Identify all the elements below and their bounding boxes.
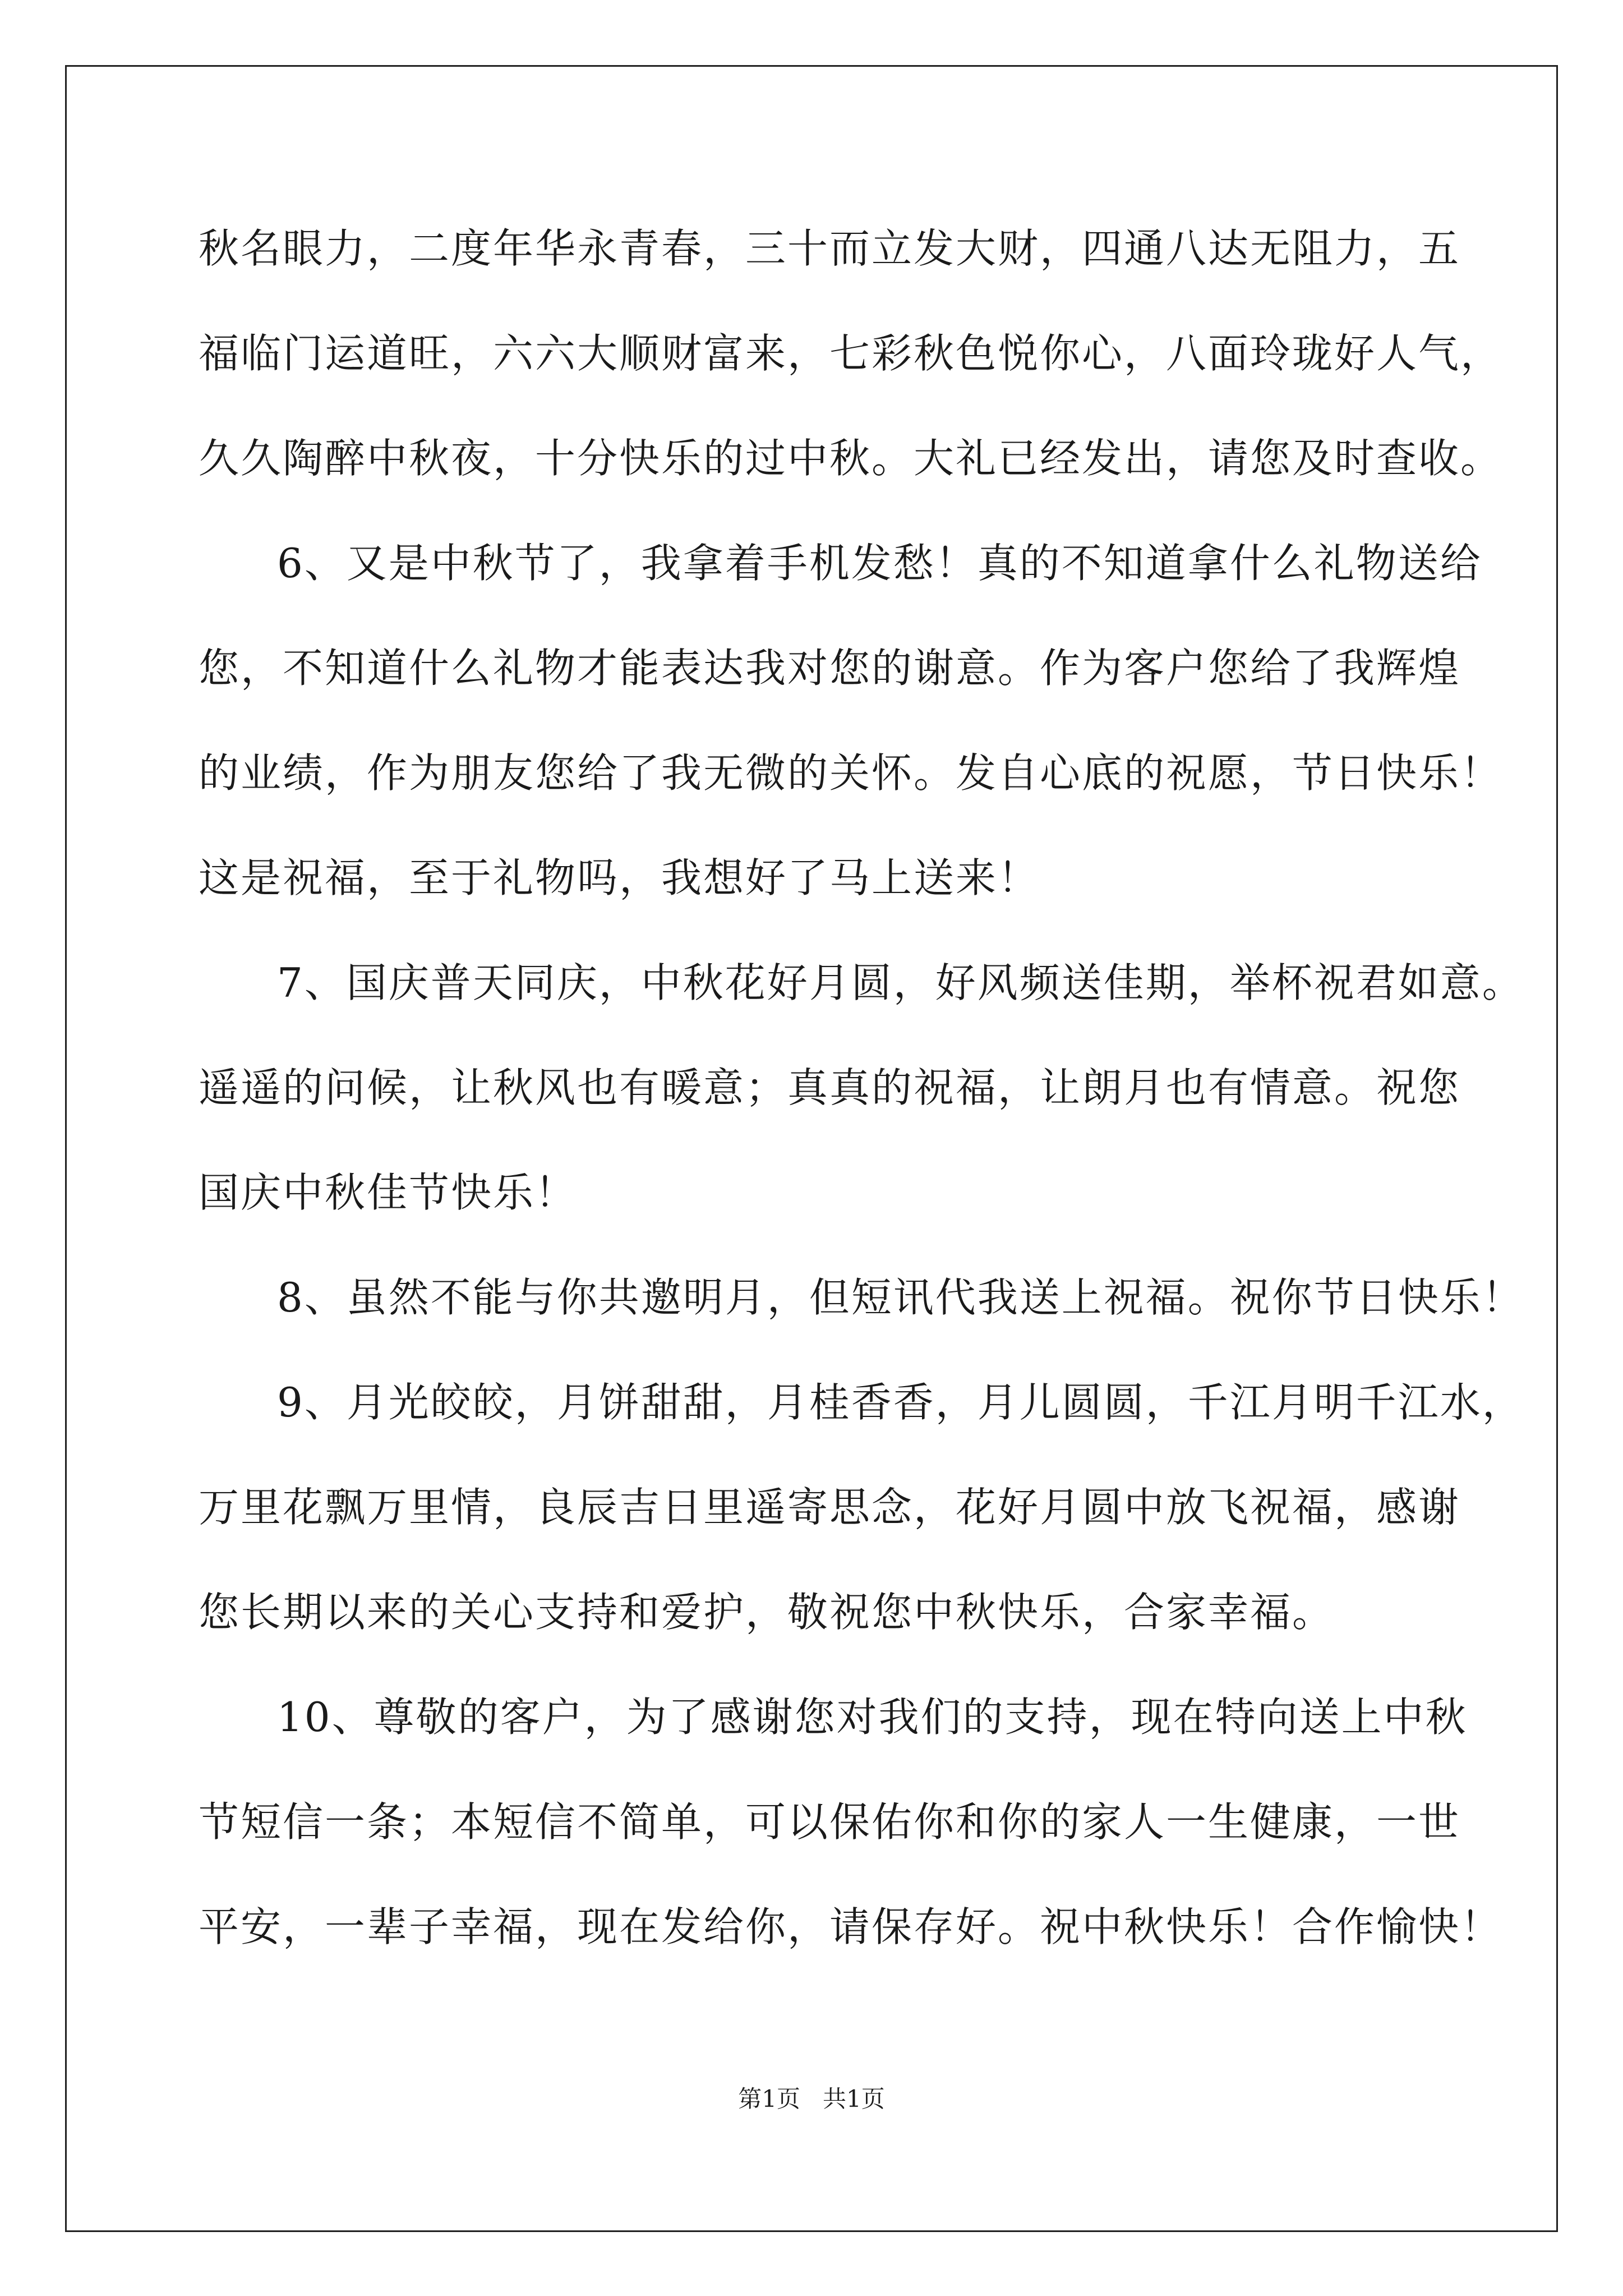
text-line: 秋名眼力，二度年华永青春，三十而立发大财，四通八达无阻力，五 — [199, 225, 1461, 272]
text-line: 遥遥的问候，让秋风也有暖意；真真的祝福，让朗月也有情意。祝您 — [199, 1064, 1461, 1111]
text-line: 这是祝福，至于礼物吗，我想好了马上送来！ — [199, 854, 1040, 901]
text-line: 平安，一辈子幸福，现在发给你，请保存好。祝中秋快乐！合作愉快！ — [199, 1903, 1503, 1950]
text-line: 您，不知道什么礼物才能表达我对您的谢意。作为客户您给了我辉煌 — [199, 645, 1461, 692]
paragraph-start-line: 6、又是中秋节了，我拿着手机发愁！真的不知道拿什么礼物送给 — [277, 540, 1482, 587]
text-line: 您长期以来的关心支持和爱护，敬祝您中秋快乐，合家幸福。 — [199, 1589, 1335, 1636]
paragraph-start-line: 8、虽然不能与你共邀明月，但短讯代我送上祝福。祝你节日快乐！ — [277, 1274, 1524, 1321]
paragraph-start-line: 7、国庆普天同庆，中秋花好月圆，好风频送佳期，举杯祝君如意。 — [277, 959, 1524, 1006]
document-body — [199, 213, 1524, 1996]
text-line: 国庆中秋佳节快乐！ — [199, 1169, 578, 1216]
text-line: 久久陶醉中秋夜，十分快乐的过中秋。大礼已经发出，请您及时查收。 — [199, 435, 1503, 482]
text-line: 的业绩，作为朋友您给了我无微的关怀。发自心底的祝愿，节日快乐！ — [199, 749, 1503, 797]
paragraph-start-line: 10、尊敬的客户，为了感谢您对我们的支持，现在特向送上中秋 — [277, 1694, 1468, 1741]
text-line: 万里花飘万里情，良辰吉日里遥寄思念，花好月圆中放飞祝福，感谢 — [199, 1484, 1461, 1531]
text-line: 福临门运道旺，六六大顺财富来，七彩秋色悦你心，八面玲珑好人气， — [199, 330, 1503, 377]
text-line: 节短信一条；本短信不简单，可以保佑你和你的家人一生健康，一世 — [199, 1798, 1461, 1846]
page-number-footer: 第1页 共1页 — [738, 2085, 885, 2113]
paragraph-start-line: 9、月光皎皎，月饼甜甜，月桂香香，月儿圆圆，千江月明千江水， — [277, 1379, 1524, 1426]
